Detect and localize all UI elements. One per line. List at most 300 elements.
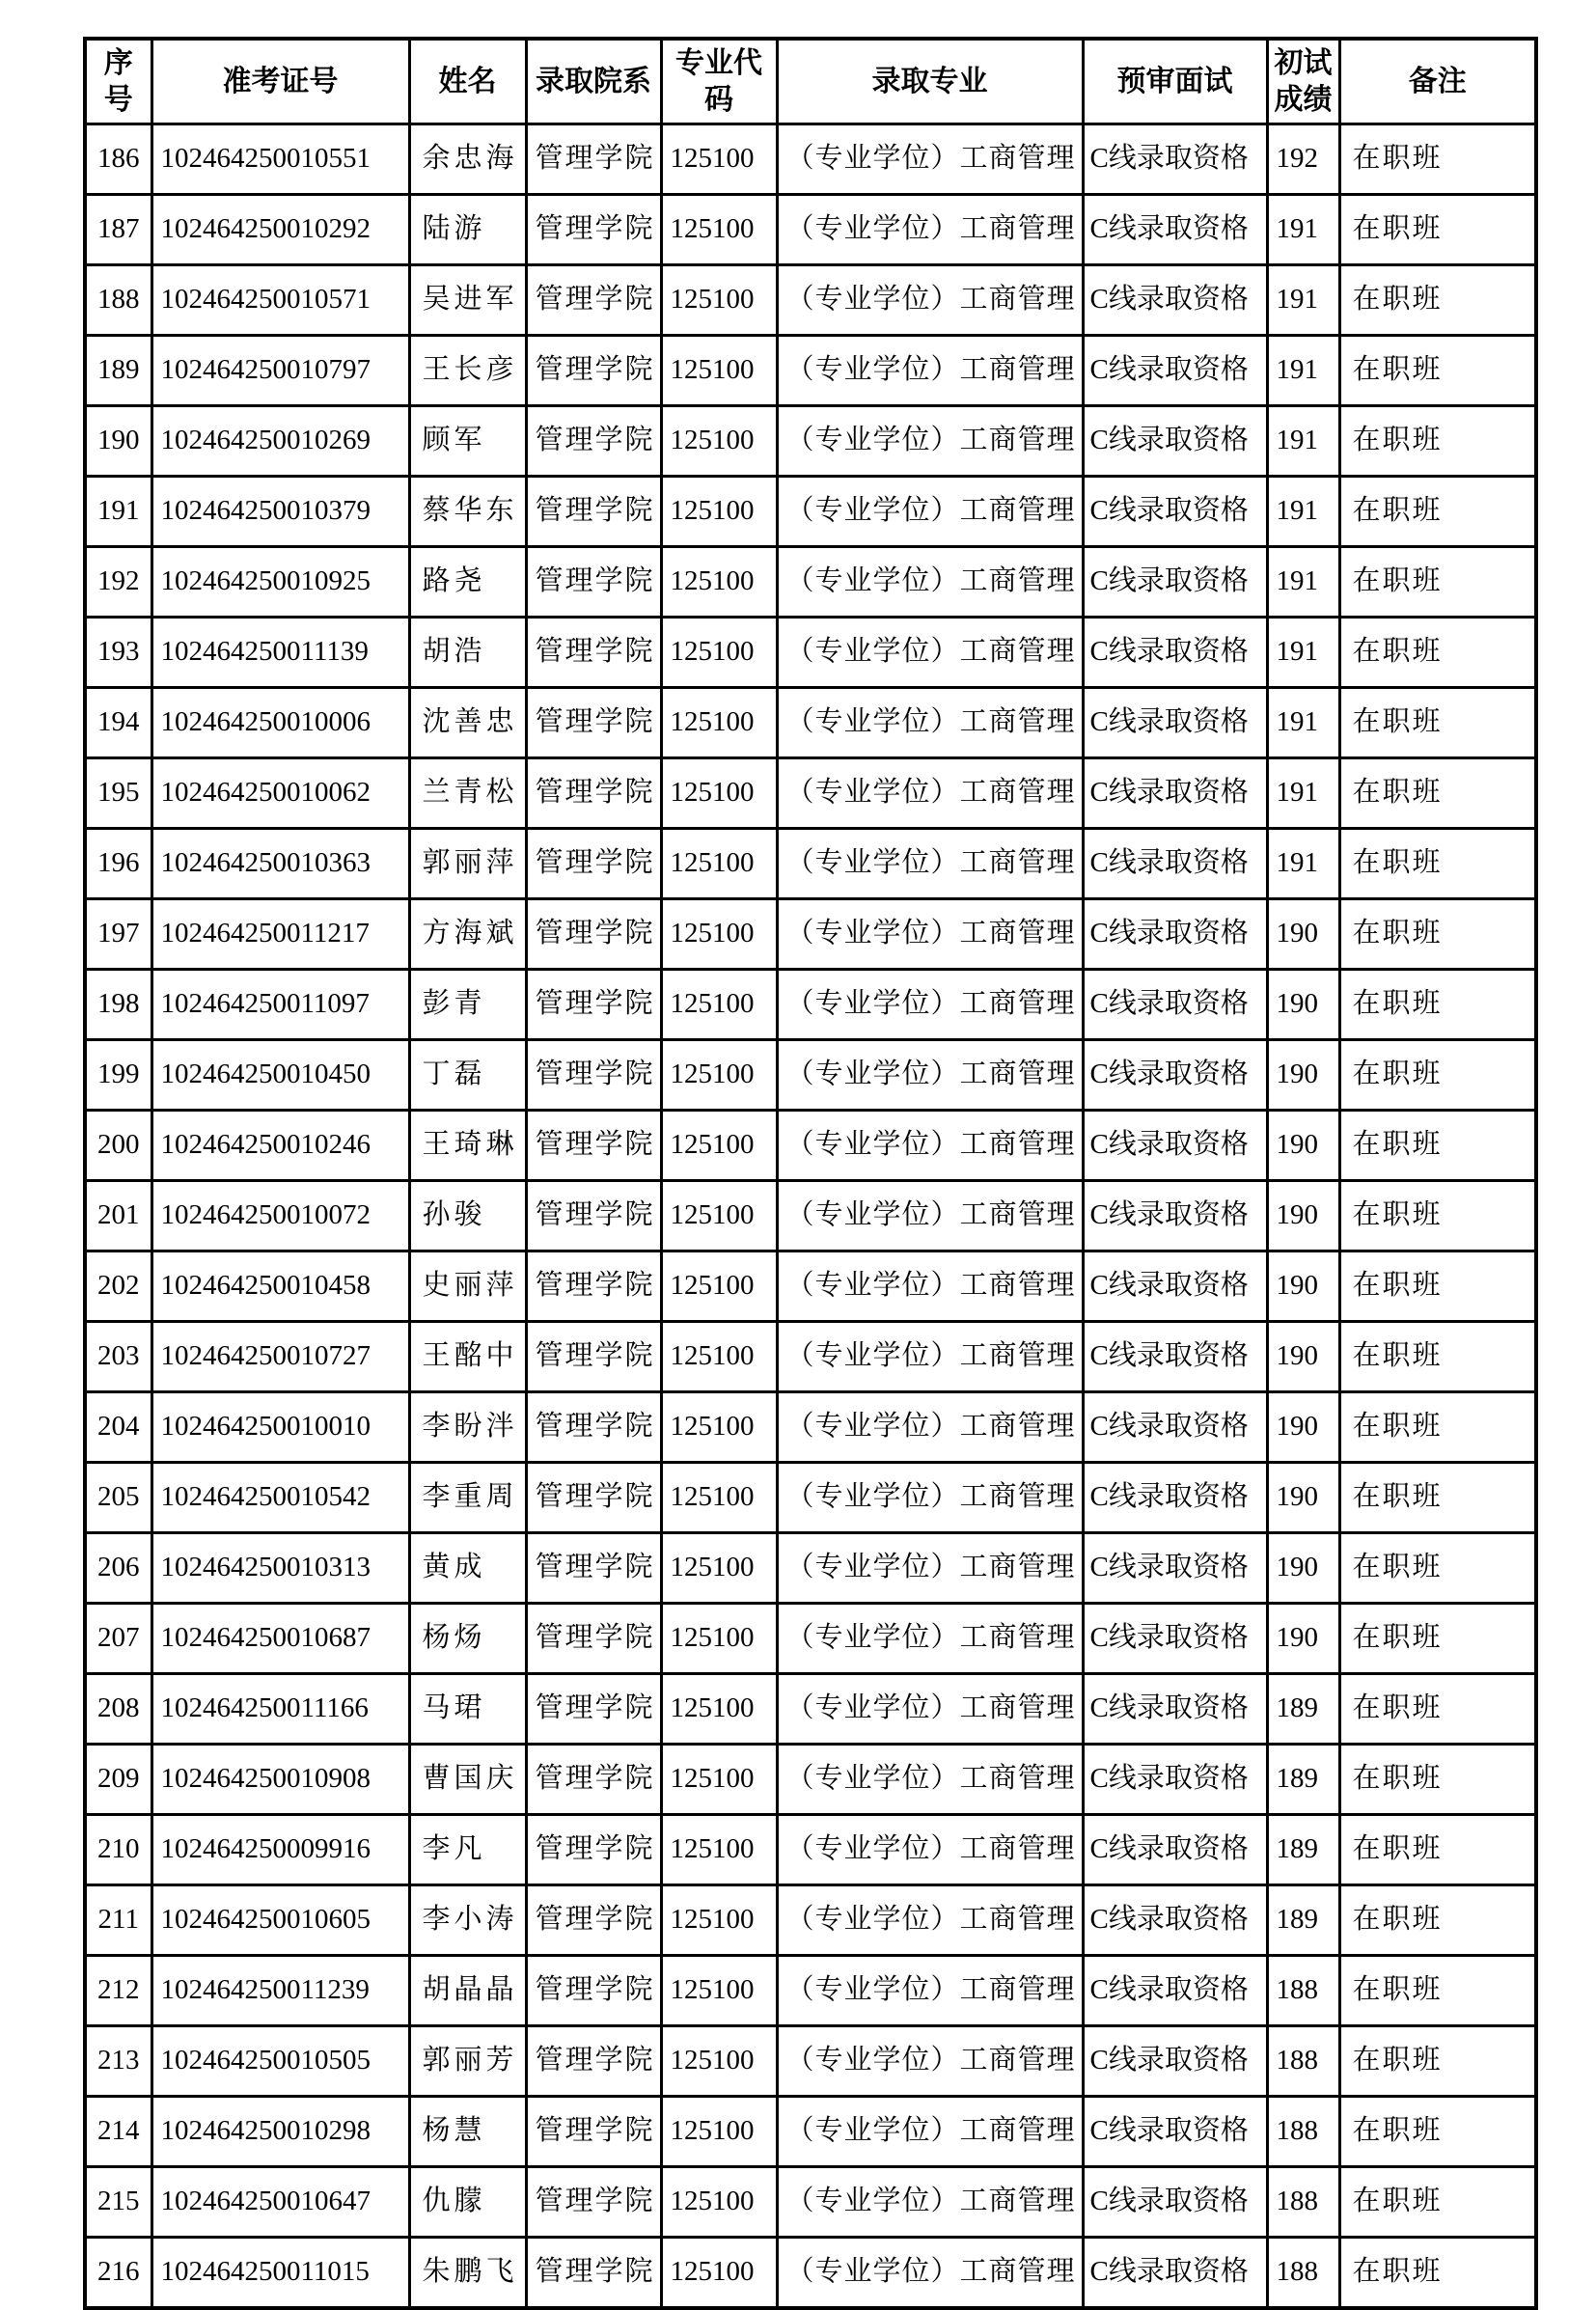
cell-score: 190 — [1267, 1463, 1339, 1533]
cell-index: 199 — [85, 1040, 151, 1111]
table-row — [85, 1040, 1536, 1111]
cell-exam-id: 102464250010269 — [151, 406, 409, 477]
cell-score: 191 — [1267, 195, 1339, 265]
cell-major-code: 125100 — [661, 265, 777, 336]
cell-index: 206 — [85, 1533, 151, 1604]
cell-name: 沈善忠 — [409, 688, 526, 758]
cell-index: 190 — [85, 406, 151, 477]
cell-remark: 在职班 — [1339, 2097, 1536, 2167]
cell-major-code: 125100 — [661, 1181, 777, 1251]
cell-exam-id: 102464250011097 — [151, 970, 409, 1040]
cell-exam-id: 102464250010605 — [151, 1885, 409, 1956]
cell-major-code: 125100 — [661, 1604, 777, 1674]
cell-index: 211 — [85, 1885, 151, 1956]
cell-interview: C线录取资格 — [1083, 1674, 1267, 1745]
cell-department: 管理学院 — [526, 1745, 661, 1815]
cell-interview: C线录取资格 — [1083, 1111, 1267, 1181]
table-row — [85, 1251, 1536, 1322]
cell-department: 管理学院 — [526, 618, 661, 688]
cell-major-code: 125100 — [661, 1533, 777, 1604]
cell-index: 200 — [85, 1111, 151, 1181]
cell-major: （专业学位）工商管理 — [777, 899, 1083, 970]
cell-index: 216 — [85, 2238, 151, 2309]
cell-interview: C线录取资格 — [1083, 1181, 1267, 1251]
table-row — [85, 1604, 1536, 1674]
cell-score: 189 — [1267, 1745, 1339, 1815]
cell-major: （专业学位）工商管理 — [777, 970, 1083, 1040]
cell-score: 192 — [1267, 124, 1339, 195]
table-row — [85, 2026, 1536, 2097]
cell-index: 201 — [85, 1181, 151, 1251]
cell-department: 管理学院 — [526, 336, 661, 406]
cell-score: 188 — [1267, 2026, 1339, 2097]
cell-major-code: 125100 — [661, 688, 777, 758]
cell-department: 管理学院 — [526, 1251, 661, 1322]
table-row — [85, 124, 1536, 195]
cell-remark: 在职班 — [1339, 265, 1536, 336]
cell-exam-id: 102464250011239 — [151, 1956, 409, 2026]
header-exam-id: 准考证号 — [151, 39, 409, 124]
cell-exam-id: 102464250010551 — [151, 124, 409, 195]
cell-major-code: 125100 — [661, 1463, 777, 1533]
cell-major: （专业学位）工商管理 — [777, 2097, 1083, 2167]
cell-major: （专业学位）工商管理 — [777, 124, 1083, 195]
cell-remark: 在职班 — [1339, 1322, 1536, 1392]
cell-remark: 在职班 — [1339, 477, 1536, 547]
cell-exam-id: 102464250010072 — [151, 1181, 409, 1251]
cell-major-code: 125100 — [661, 2167, 777, 2238]
header-interview: 预审面试 — [1083, 39, 1267, 124]
cell-department: 管理学院 — [526, 688, 661, 758]
cell-score: 189 — [1267, 1674, 1339, 1745]
cell-department: 管理学院 — [526, 477, 661, 547]
cell-index: 189 — [85, 336, 151, 406]
cell-remark: 在职班 — [1339, 1111, 1536, 1181]
cell-major-code: 125100 — [661, 547, 777, 618]
cell-score: 190 — [1267, 1322, 1339, 1392]
cell-remark: 在职班 — [1339, 336, 1536, 406]
cell-major: （专业学位）工商管理 — [777, 1040, 1083, 1111]
cell-exam-id: 102464250010010 — [151, 1392, 409, 1463]
cell-name: 丁磊 — [409, 1040, 526, 1111]
cell-name: 孙骏 — [409, 1181, 526, 1251]
cell-major: （专业学位）工商管理 — [777, 758, 1083, 829]
cell-department: 管理学院 — [526, 1181, 661, 1251]
cell-score: 190 — [1267, 1251, 1339, 1322]
cell-major-code: 125100 — [661, 1885, 777, 1956]
cell-interview: C线录取资格 — [1083, 1251, 1267, 1322]
cell-index: 188 — [85, 265, 151, 336]
cell-interview: C线录取资格 — [1083, 1604, 1267, 1674]
cell-exam-id: 102464250011217 — [151, 899, 409, 970]
cell-score: 191 — [1267, 336, 1339, 406]
cell-name: 朱鹏飞 — [409, 2238, 526, 2309]
cell-major-code: 125100 — [661, 1111, 777, 1181]
cell-remark: 在职班 — [1339, 195, 1536, 265]
cell-department: 管理学院 — [526, 1604, 661, 1674]
table-header — [85, 39, 1536, 124]
cell-major-code: 125100 — [661, 195, 777, 265]
cell-remark: 在职班 — [1339, 1815, 1536, 1885]
cell-interview: C线录取资格 — [1083, 547, 1267, 618]
cell-department: 管理学院 — [526, 899, 661, 970]
cell-index: 202 — [85, 1251, 151, 1322]
cell-name: 路尧 — [409, 547, 526, 618]
cell-major-code: 125100 — [661, 1956, 777, 2026]
cell-major: （专业学位）工商管理 — [777, 1604, 1083, 1674]
cell-score: 190 — [1267, 1111, 1339, 1181]
cell-score: 191 — [1267, 829, 1339, 899]
cell-interview: C线录取资格 — [1083, 1322, 1267, 1392]
cell-name: 仇朦 — [409, 2167, 526, 2238]
cell-major: （专业学位）工商管理 — [777, 1322, 1083, 1392]
table-row — [85, 970, 1536, 1040]
cell-index: 194 — [85, 688, 151, 758]
cell-name: 李盼泮 — [409, 1392, 526, 1463]
cell-index: 215 — [85, 2167, 151, 2238]
cell-department: 管理学院 — [526, 2097, 661, 2167]
cell-exam-id: 102464250011166 — [151, 1674, 409, 1745]
cell-remark: 在职班 — [1339, 2167, 1536, 2238]
cell-index: 203 — [85, 1322, 151, 1392]
cell-exam-id: 102464250010727 — [151, 1322, 409, 1392]
cell-remark: 在职班 — [1339, 1533, 1536, 1604]
cell-major-code: 125100 — [661, 2097, 777, 2167]
cell-remark: 在职班 — [1339, 758, 1536, 829]
table-row — [85, 1111, 1536, 1181]
cell-remark: 在职班 — [1339, 406, 1536, 477]
cell-score: 188 — [1267, 2097, 1339, 2167]
cell-index: 210 — [85, 1815, 151, 1885]
cell-interview: C线录取资格 — [1083, 688, 1267, 758]
table-row — [85, 477, 1536, 547]
cell-interview: C线录取资格 — [1083, 1815, 1267, 1885]
cell-major: （专业学位）工商管理 — [777, 2238, 1083, 2309]
cell-score: 191 — [1267, 406, 1339, 477]
cell-department: 管理学院 — [526, 2167, 661, 2238]
cell-major: （专业学位）工商管理 — [777, 688, 1083, 758]
header-major-code: 专业代码 — [661, 39, 777, 124]
cell-remark: 在职班 — [1339, 547, 1536, 618]
cell-name: 王酩中 — [409, 1322, 526, 1392]
cell-department: 管理学院 — [526, 1815, 661, 1885]
cell-interview: C线录取资格 — [1083, 899, 1267, 970]
cell-interview: C线录取资格 — [1083, 195, 1267, 265]
cell-score: 190 — [1267, 1392, 1339, 1463]
cell-exam-id: 102464250010908 — [151, 1745, 409, 1815]
cell-department: 管理学院 — [526, 547, 661, 618]
cell-name: 吴进军 — [409, 265, 526, 336]
cell-department: 管理学院 — [526, 1322, 661, 1392]
cell-major-code: 125100 — [661, 1815, 777, 1885]
cell-exam-id: 102464250010313 — [151, 1533, 409, 1604]
cell-department: 管理学院 — [526, 2238, 661, 2309]
header-major: 录取专业 — [777, 39, 1083, 124]
cell-remark: 在职班 — [1339, 1040, 1536, 1111]
table-row — [85, 1392, 1536, 1463]
cell-name: 史丽萍 — [409, 1251, 526, 1322]
cell-score: 190 — [1267, 1040, 1339, 1111]
table-body — [85, 124, 1536, 2309]
table-row — [85, 2097, 1536, 2167]
cell-remark: 在职班 — [1339, 1251, 1536, 1322]
cell-name: 黄成 — [409, 1533, 526, 1604]
cell-exam-id: 102464250010379 — [151, 477, 409, 547]
cell-major-code: 125100 — [661, 618, 777, 688]
header-index: 序号 — [85, 39, 151, 124]
cell-department: 管理学院 — [526, 1392, 661, 1463]
cell-major: （专业学位）工商管理 — [777, 1885, 1083, 1956]
cell-major: （专业学位）工商管理 — [777, 336, 1083, 406]
cell-department: 管理学院 — [526, 1533, 661, 1604]
cell-department: 管理学院 — [526, 124, 661, 195]
cell-exam-id: 102464250009916 — [151, 1815, 409, 1885]
cell-remark: 在职班 — [1339, 1463, 1536, 1533]
cell-exam-id: 102464250010505 — [151, 2026, 409, 2097]
cell-name: 蔡华东 — [409, 477, 526, 547]
cell-remark: 在职班 — [1339, 1604, 1536, 1674]
cell-remark: 在职班 — [1339, 2238, 1536, 2309]
cell-major: （专业学位）工商管理 — [777, 1392, 1083, 1463]
cell-index: 209 — [85, 1745, 151, 1815]
cell-exam-id: 102464250010062 — [151, 758, 409, 829]
cell-score: 191 — [1267, 477, 1339, 547]
cell-name: 马珺 — [409, 1674, 526, 1745]
cell-department: 管理学院 — [526, 970, 661, 1040]
cell-major: （专业学位）工商管理 — [777, 406, 1083, 477]
cell-department: 管理学院 — [526, 1040, 661, 1111]
cell-score: 188 — [1267, 1956, 1339, 2026]
cell-exam-id: 102464250010797 — [151, 336, 409, 406]
header-score: 初试成绩 — [1267, 39, 1339, 124]
cell-interview: C线录取资格 — [1083, 1745, 1267, 1815]
cell-index: 204 — [85, 1392, 151, 1463]
cell-exam-id: 102464250010647 — [151, 2167, 409, 2238]
cell-department: 管理学院 — [526, 406, 661, 477]
cell-major: （专业学位）工商管理 — [777, 265, 1083, 336]
cell-major: （专业学位）工商管理 — [777, 1533, 1083, 1604]
cell-major: （专业学位）工商管理 — [777, 2167, 1083, 2238]
cell-exam-id: 102464250011015 — [151, 2238, 409, 2309]
cell-major-code: 125100 — [661, 1040, 777, 1111]
cell-remark: 在职班 — [1339, 2026, 1536, 2097]
cell-score: 191 — [1267, 265, 1339, 336]
cell-major-code: 125100 — [661, 2026, 777, 2097]
cell-index: 213 — [85, 2026, 151, 2097]
table-row — [85, 758, 1536, 829]
cell-major: （专业学位）工商管理 — [777, 1674, 1083, 1745]
table-row — [85, 547, 1536, 618]
cell-department: 管理学院 — [526, 265, 661, 336]
table-row — [85, 195, 1536, 265]
cell-score: 191 — [1267, 618, 1339, 688]
table-row — [85, 1745, 1536, 1815]
cell-interview: C线录取资格 — [1083, 1040, 1267, 1111]
cell-score: 188 — [1267, 2167, 1339, 2238]
cell-interview: C线录取资格 — [1083, 265, 1267, 336]
cell-interview: C线录取资格 — [1083, 2167, 1267, 2238]
cell-interview: C线录取资格 — [1083, 1533, 1267, 1604]
cell-department: 管理学院 — [526, 1463, 661, 1533]
table-row — [85, 406, 1536, 477]
table-row — [85, 688, 1536, 758]
table-row — [85, 1533, 1536, 1604]
table-row — [85, 1322, 1536, 1392]
cell-name: 陆游 — [409, 195, 526, 265]
table-row — [85, 1463, 1536, 1533]
cell-name: 杨炀 — [409, 1604, 526, 1674]
cell-interview: C线录取资格 — [1083, 618, 1267, 688]
cell-interview: C线录取资格 — [1083, 1956, 1267, 2026]
cell-score: 189 — [1267, 1885, 1339, 1956]
cell-major: （专业学位）工商管理 — [777, 1181, 1083, 1251]
cell-interview: C线录取资格 — [1083, 2026, 1267, 2097]
cell-department: 管理学院 — [526, 1885, 661, 1956]
cell-major-code: 125100 — [661, 829, 777, 899]
table-row — [85, 1181, 1536, 1251]
cell-index: 198 — [85, 970, 151, 1040]
cell-name: 郭丽萍 — [409, 829, 526, 899]
table-row — [85, 2167, 1536, 2238]
cell-name: 余忠海 — [409, 124, 526, 195]
cell-exam-id: 102464250011139 — [151, 618, 409, 688]
header-row — [85, 39, 1536, 124]
cell-remark: 在职班 — [1339, 829, 1536, 899]
cell-major: （专业学位）工商管理 — [777, 477, 1083, 547]
cell-major-code: 125100 — [661, 899, 777, 970]
table-row — [85, 1885, 1536, 1956]
cell-index: 197 — [85, 899, 151, 970]
table-row — [85, 336, 1536, 406]
cell-exam-id: 102464250010458 — [151, 1251, 409, 1322]
cell-exam-id: 102464250010542 — [151, 1463, 409, 1533]
cell-exam-id: 102464250010687 — [151, 1604, 409, 1674]
cell-major-code: 125100 — [661, 1322, 777, 1392]
cell-major: （专业学位）工商管理 — [777, 829, 1083, 899]
cell-major-code: 125100 — [661, 1745, 777, 1815]
cell-department: 管理学院 — [526, 1956, 661, 2026]
cell-remark: 在职班 — [1339, 688, 1536, 758]
table-row — [85, 899, 1536, 970]
cell-exam-id: 102464250010450 — [151, 1040, 409, 1111]
cell-score: 190 — [1267, 970, 1339, 1040]
cell-name: 王琦琳 — [409, 1111, 526, 1181]
cell-interview: C线录取资格 — [1083, 1463, 1267, 1533]
cell-score: 188 — [1267, 2238, 1339, 2309]
cell-remark: 在职班 — [1339, 970, 1536, 1040]
cell-major-code: 125100 — [661, 124, 777, 195]
cell-interview: C线录取资格 — [1083, 1885, 1267, 1956]
cell-name: 胡浩 — [409, 618, 526, 688]
cell-index: 191 — [85, 477, 151, 547]
cell-remark: 在职班 — [1339, 124, 1536, 195]
admission-roster-table — [83, 37, 1538, 2310]
table-row — [85, 265, 1536, 336]
cell-exam-id: 102464250010363 — [151, 829, 409, 899]
cell-name: 李小涛 — [409, 1885, 526, 1956]
cell-interview: C线录取资格 — [1083, 2097, 1267, 2167]
cell-exam-id: 102464250010246 — [151, 1111, 409, 1181]
cell-remark: 在职班 — [1339, 1956, 1536, 2026]
cell-index: 187 — [85, 195, 151, 265]
cell-name: 王长彦 — [409, 336, 526, 406]
table-row — [85, 829, 1536, 899]
cell-interview: C线录取资格 — [1083, 2238, 1267, 2309]
header-name: 姓名 — [409, 39, 526, 124]
cell-remark: 在职班 — [1339, 1745, 1536, 1815]
cell-remark: 在职班 — [1339, 1392, 1536, 1463]
cell-department: 管理学院 — [526, 1674, 661, 1745]
cell-major-code: 125100 — [661, 477, 777, 547]
cell-name: 李凡 — [409, 1815, 526, 1885]
cell-index: 195 — [85, 758, 151, 829]
cell-remark: 在职班 — [1339, 1674, 1536, 1745]
cell-name: 胡晶晶 — [409, 1956, 526, 2026]
cell-name: 郭丽芳 — [409, 2026, 526, 2097]
cell-major: （专业学位）工商管理 — [777, 1745, 1083, 1815]
cell-remark: 在职班 — [1339, 618, 1536, 688]
cell-major-code: 125100 — [661, 406, 777, 477]
cell-major: （专业学位）工商管理 — [777, 1463, 1083, 1533]
cell-major-code: 125100 — [661, 336, 777, 406]
cell-index: 214 — [85, 2097, 151, 2167]
cell-interview: C线录取资格 — [1083, 477, 1267, 547]
cell-major: （专业学位）工商管理 — [777, 1111, 1083, 1181]
cell-major: （专业学位）工商管理 — [777, 1815, 1083, 1885]
cell-index: 207 — [85, 1604, 151, 1674]
cell-name: 顾军 — [409, 406, 526, 477]
cell-interview: C线录取资格 — [1083, 406, 1267, 477]
cell-interview: C线录取资格 — [1083, 124, 1267, 195]
cell-index: 205 — [85, 1463, 151, 1533]
cell-department: 管理学院 — [526, 829, 661, 899]
table-row — [85, 1815, 1536, 1885]
cell-name: 曹国庆 — [409, 1745, 526, 1815]
cell-index: 208 — [85, 1674, 151, 1745]
cell-remark: 在职班 — [1339, 1885, 1536, 1956]
cell-major: （专业学位）工商管理 — [777, 547, 1083, 618]
cell-major-code: 125100 — [661, 2238, 777, 2309]
cell-score: 190 — [1267, 899, 1339, 970]
cell-name: 彭青 — [409, 970, 526, 1040]
cell-major-code: 125100 — [661, 1674, 777, 1745]
cell-exam-id: 102464250010292 — [151, 195, 409, 265]
cell-interview: C线录取资格 — [1083, 970, 1267, 1040]
cell-exam-id: 102464250010925 — [151, 547, 409, 618]
header-remark: 备注 — [1339, 39, 1536, 124]
table-row — [85, 1674, 1536, 1745]
table-row — [85, 1956, 1536, 2026]
cell-score: 190 — [1267, 1533, 1339, 1604]
cell-index: 186 — [85, 124, 151, 195]
cell-index: 212 — [85, 1956, 151, 2026]
cell-score: 191 — [1267, 547, 1339, 618]
cell-interview: C线录取资格 — [1083, 829, 1267, 899]
cell-index: 196 — [85, 829, 151, 899]
cell-index: 192 — [85, 547, 151, 618]
cell-department: 管理学院 — [526, 1111, 661, 1181]
cell-major: （专业学位）工商管理 — [777, 2026, 1083, 2097]
table-row — [85, 2238, 1536, 2309]
cell-department: 管理学院 — [526, 758, 661, 829]
cell-major: （专业学位）工商管理 — [777, 1251, 1083, 1322]
cell-major: （专业学位）工商管理 — [777, 1956, 1083, 2026]
cell-exam-id: 102464250010006 — [151, 688, 409, 758]
cell-score: 191 — [1267, 688, 1339, 758]
cell-major-code: 125100 — [661, 970, 777, 1040]
cell-department: 管理学院 — [526, 2026, 661, 2097]
cell-interview: C线录取资格 — [1083, 336, 1267, 406]
